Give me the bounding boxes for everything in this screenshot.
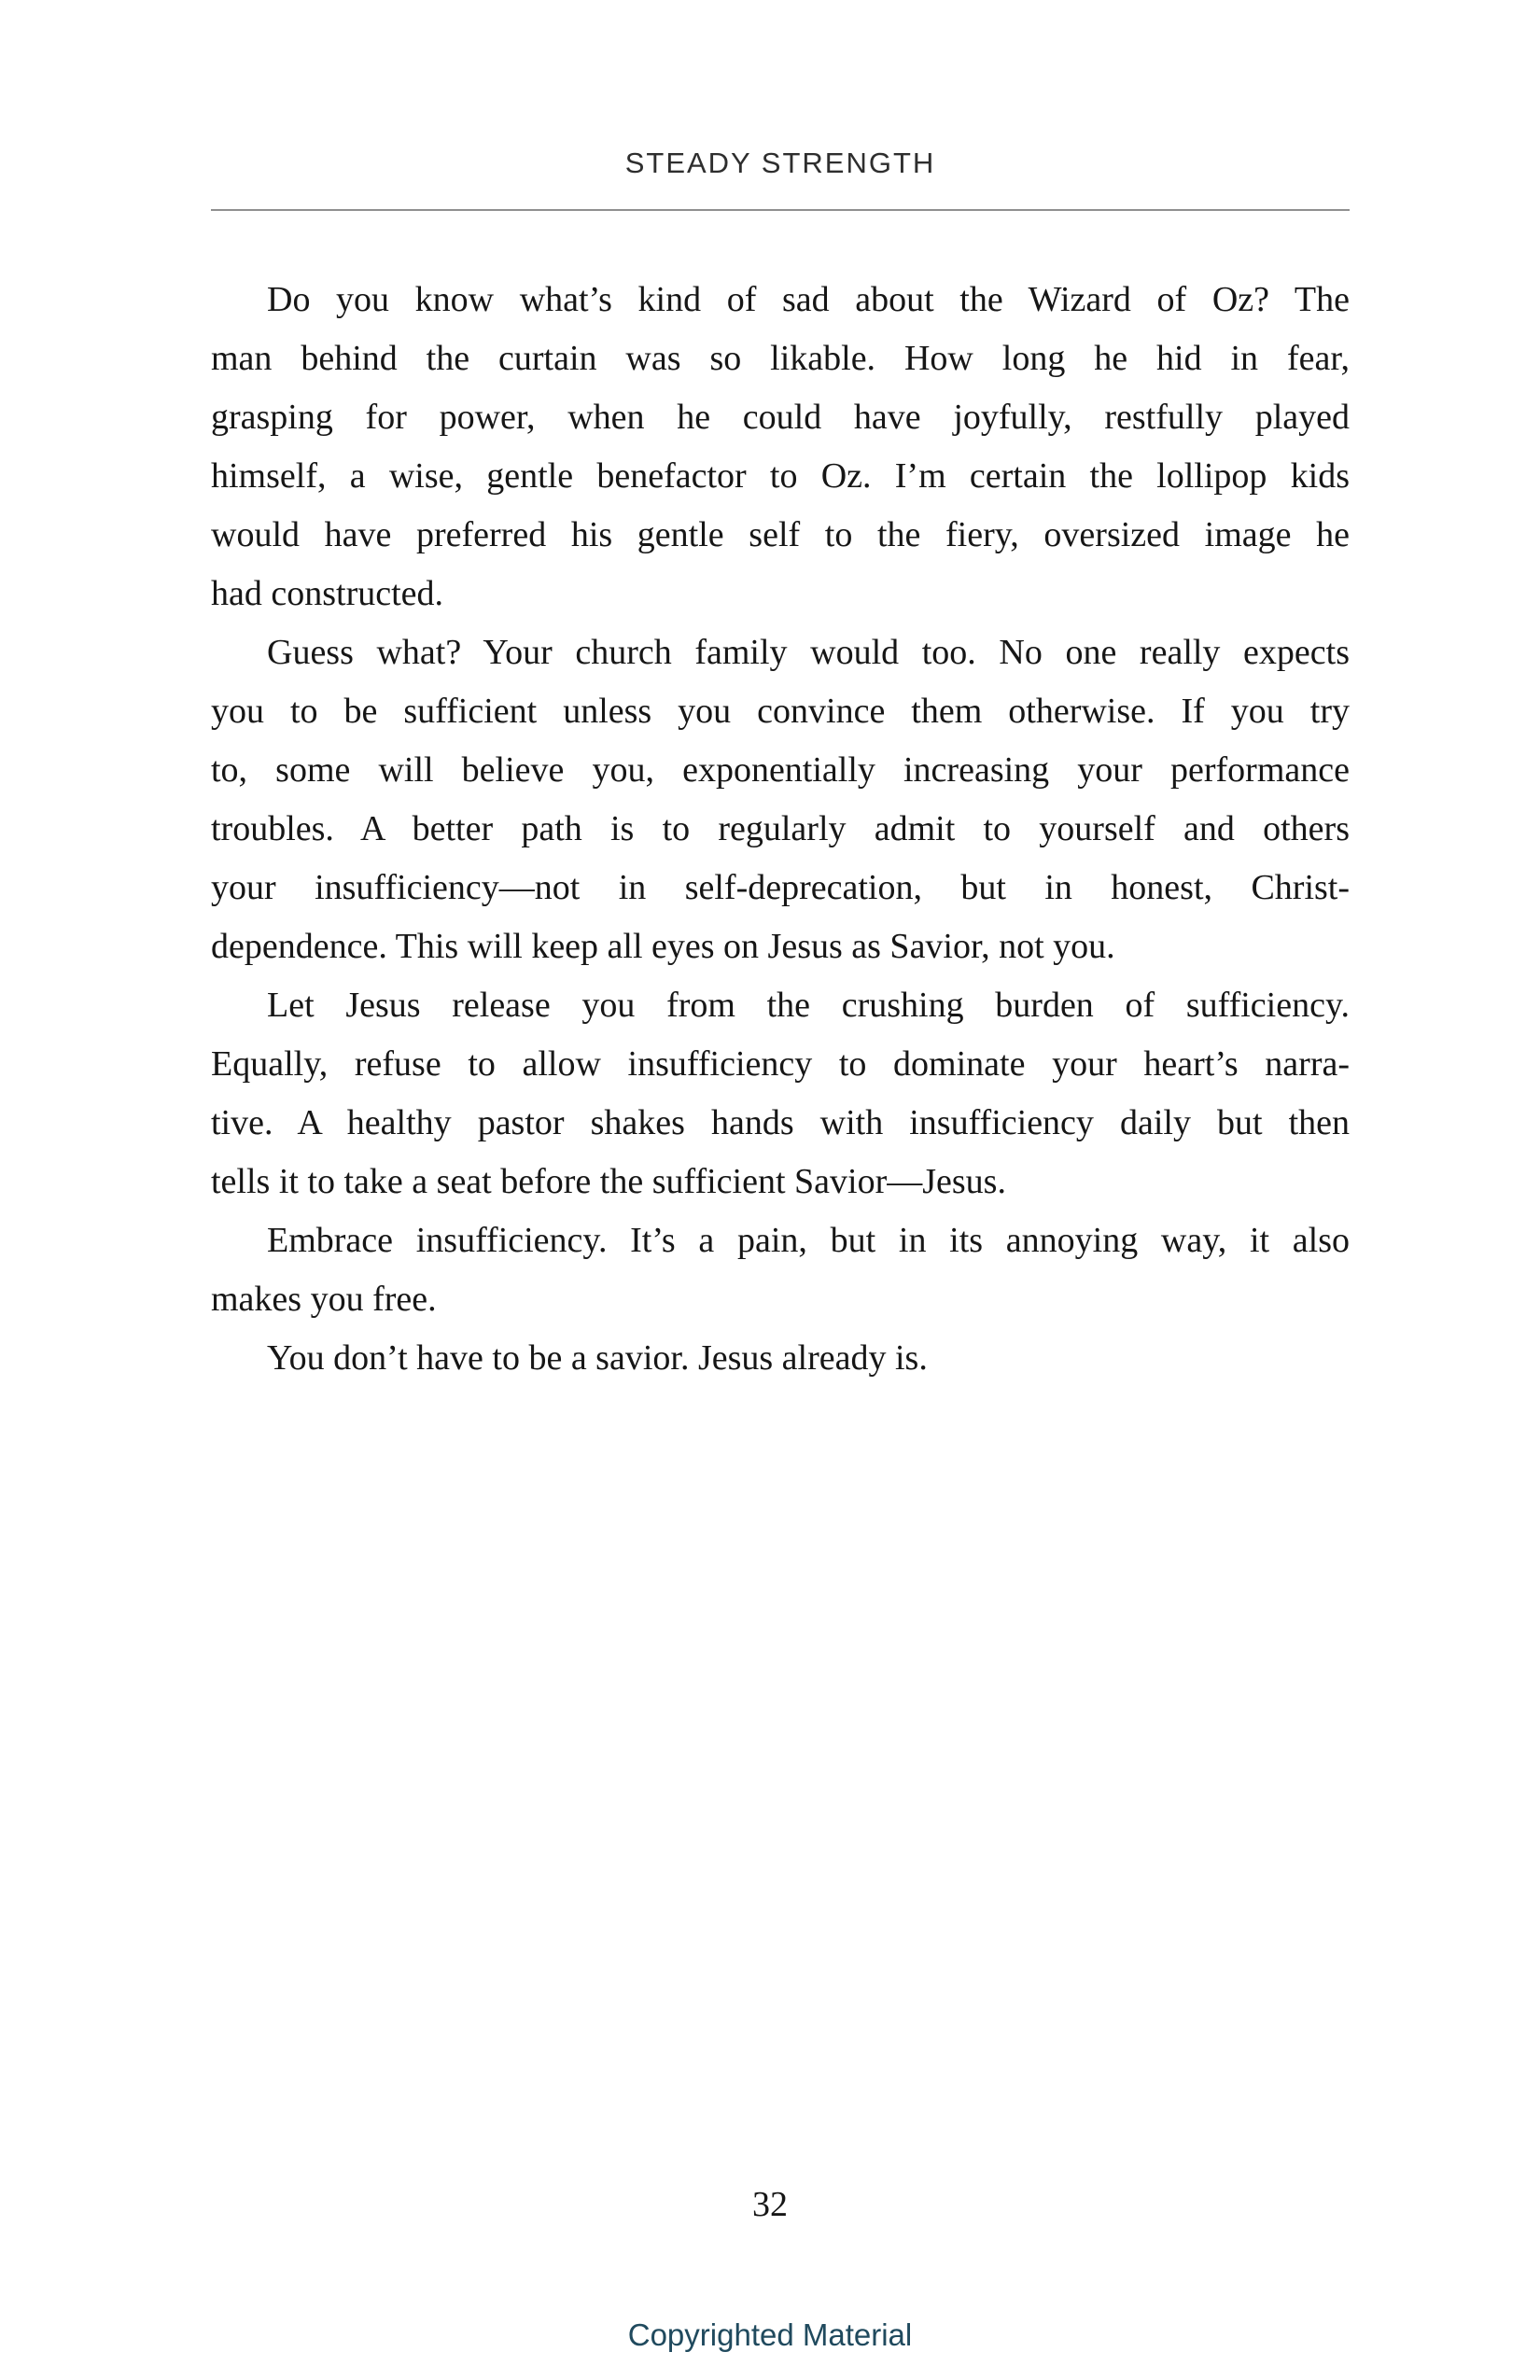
body-line: grasping for power, when he could have joyfully, restfully played (211, 398, 1350, 437)
page-number: 32 (752, 2185, 788, 2224)
body-line: would have preferred his gentle self to the fiery, oversized image he (211, 515, 1350, 554)
body-line: to, some will believe you, exponentially increasing your performance (211, 750, 1350, 790)
body-line: tells it to take a seat before the sufficient Savior—Jesus. (211, 1162, 1006, 1201)
body-line: your insufficiency—not in self-deprecation, but in honest, Christ- (211, 868, 1350, 907)
body-line: dependence. This will keep all eyes on Jesus as Savior, not you. (211, 927, 1115, 966)
body-line: You don’t have to be a savior. Jesus already is. (267, 1338, 928, 1378)
body-line: Equally, refuse to allow insufficiency to dominate your heart’s narra- (211, 1044, 1350, 1084)
body-line: Guess what? Your church family would too. No one really expects (267, 633, 1350, 672)
body-line: makes you free. (211, 1280, 437, 1319)
header-rule (211, 209, 1350, 211)
copyright-notice: Copyrighted Material (627, 2317, 913, 2352)
body-line: himself, a wise, gentle benefactor to Oz. I’m certain the lollipop kids (211, 456, 1350, 496)
body-line: man behind the curtain was so likable. How long he hid in fear, (211, 339, 1350, 378)
running-header-title: STEADY STRENGTH (624, 147, 936, 179)
body-line: Let Jesus release you from the crushing burden of sufficiency. (267, 986, 1350, 1025)
body-line: Do you know what’s kind of sad about the Wizard of Oz? The (267, 280, 1350, 319)
body-line: you to be sufficient unless you convince them otherwise. If you try (211, 692, 1350, 731)
body-text (211, 271, 1350, 1388)
body-line: had constructed. (211, 574, 444, 613)
body-line: Embrace insufficiency. It’s a pain, but in its annoying way, it also (267, 1221, 1350, 1260)
body-line: tive. A healthy pastor shakes hands with insufficiency daily but then (211, 1103, 1350, 1142)
body-line: troubles. A better path is to regularly admit to yourself and others (211, 809, 1350, 848)
